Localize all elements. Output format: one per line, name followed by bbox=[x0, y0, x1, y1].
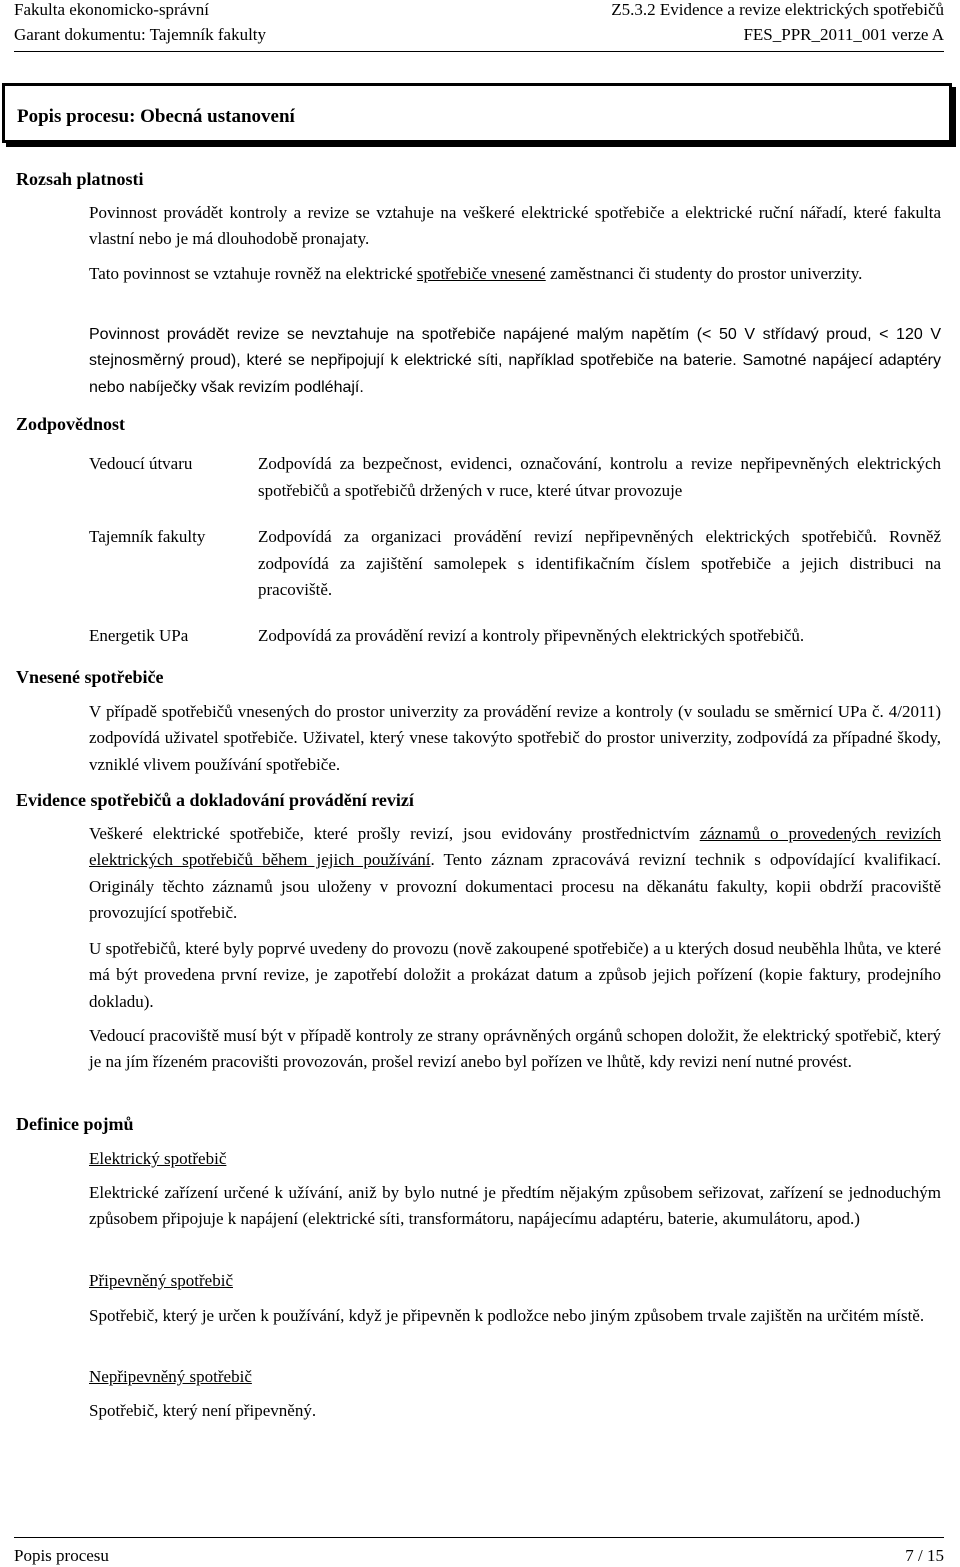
scope-paragraph-2-text-end: zaměstnanci či studenty do prostor univerzity. bbox=[545, 264, 863, 283]
section-heading-brought-in: Vnesené spotřebiče bbox=[16, 667, 164, 687]
term-unfixed-appliance: Nepřipevněný spotřebič bbox=[89, 1367, 252, 1386]
footer-section-label: Popis procesu bbox=[14, 1546, 109, 1565]
faculty-name: Fakulta ekonomicko-správní bbox=[14, 0, 209, 19]
evidence-paragraph-1-text-end: . Tento záznam zpracovává revizní technik s odpovídající kvalifikací. Originály těchto záznamů jsou uloženy v provozní dokumentaci procesu na děkanátu fakulty, kopii obdrží pracoviště provozující spotřebič. bbox=[89, 850, 941, 922]
header-divider bbox=[14, 51, 944, 52]
evidence-paragraph-1-text: Veškeré elektrické spotřebiče, které prošly revizí, jsou evidovány prostřednictvím bbox=[89, 824, 700, 843]
evidence-paragraph-2: U spotřebičů, které byly poprvé uvedeny do provozu (nově zakoupené spotřebiče) a u kterých dosud neuběhla lhůta, ve které má být provedena první revize, je zapotřebí doložit a prokázat datum a způsob jejich pořízení (kopie faktury, prodejního dokladu). bbox=[89, 939, 941, 1011]
definition-unfixed-appliance: Spotřebič, který není připevněný. bbox=[89, 1401, 317, 1420]
brought-in-paragraph: V případě spotřebičů vnesených do prostor univerzity za provádění revize a kontroly (v souladu se směrnicí UPa č. 4/2011) zodpovídá uživatel spotřebiče. Uživatel, který vnese takovýto spotřebič do prostor univerzity, zodpovídá za případné škody, vzniklé vlivem používání spotřebiče. bbox=[89, 702, 941, 774]
term-fixed-appliance: Připevněný spotřebič bbox=[89, 1271, 233, 1290]
definition-electric-appliance: Elektrické zařízení určené k užívání, aniž by bylo nutné je předtím nějakým způsobem seřizovat, zařízení se jednoduchým způsobem připojuje k napájení (elektrické síti, transformátoru, napájecímu adaptéru, baterie, akumulátoru, apod.) bbox=[89, 1183, 941, 1229]
definition-fixed-appliance: Spotřebič, který je určen k používání, když je připevněn k podložce nebo jiným způsobem trvale zajištěn na určitém místě. bbox=[89, 1306, 925, 1325]
title-box bbox=[2, 83, 952, 143]
footer-divider bbox=[14, 1537, 944, 1538]
document-guarantor: Garant dokumentu: Tajemník fakulty bbox=[14, 25, 267, 44]
header-row-1 bbox=[14, 0, 944, 20]
revision-records-link[interactable]: záznamů o provedených revizích elektrických spotřebičů během jejich používání bbox=[89, 824, 941, 870]
page-number: 7 / 15 bbox=[905, 1546, 944, 1565]
document-title: Z5.3.2 Evidence a revize elektrických spotřebičů bbox=[611, 0, 944, 19]
scope-paragraph-2-text: Tato povinnost se vztahuje rovněž na elektrické bbox=[89, 264, 417, 283]
scope-paragraph-2 bbox=[89, 261, 941, 287]
section-heading-definitions: Definice pojmů bbox=[16, 1114, 134, 1134]
term-electric-appliance: Elektrický spotřebič bbox=[89, 1149, 227, 1168]
section-heading-responsibility: Zodpovědnost bbox=[16, 414, 126, 434]
role-faculty-secretary: Tajemník fakulty bbox=[89, 527, 206, 546]
brought-in-appliances-link[interactable]: spotřebiče vnesené bbox=[416, 264, 546, 283]
evidence-paragraph-3: Vedoucí pracoviště musí být v případě kontroly ze strany oprávněných orgánů schopen doložit, že elektrický spotřebič, který je na jím řízeném pracovišti provozován, prošel revizí anebo byl pořízen ve lhůtě, kdy revizi není nutné provést. bbox=[89, 1026, 941, 1072]
scope-paragraph-1: Povinnost provádět kontroly a revize se vztahuje na veškeré elektrické spotřebiče a elektrické ruční nářadí, které fakulta vlastní nebo je má dlouhodobě pronajaty. bbox=[89, 203, 941, 249]
section-heading-scope: Rozsah platnosti bbox=[16, 169, 144, 189]
role-department-head-desc: Zodpovídá za bezpečnost, evidenci, označování, kontrolu a revize nepřipevněných elektrických spotřebičů a spotřebičů držených v ruce, které útvar provozuje bbox=[258, 454, 941, 500]
document-code: FES_PPR_2011_001 verze A bbox=[743, 25, 944, 44]
evidence-paragraph-1 bbox=[89, 821, 941, 926]
header-row-2 bbox=[14, 25, 944, 45]
role-department-head: Vedoucí útvaru bbox=[89, 454, 193, 473]
role-energy-manager-desc: Zodpovídá za provádění revizí a kontroly připevněných elektrických spotřebičů. bbox=[258, 626, 805, 645]
role-energy-manager: Energetik UPa bbox=[89, 626, 189, 645]
footer bbox=[14, 1546, 944, 1566]
page-title: Popis procesu: Obecná ustanovení bbox=[17, 106, 295, 127]
section-heading-evidence: Evidence spotřebičů a dokladování provádění revizí bbox=[16, 790, 414, 810]
role-faculty-secretary-desc: Zodpovídá za organizaci provádění revizí nepřipevněných elektrických spotřebičů. Rovněž zodpovídá za zajištění samolepek s identifikačním číslem spotřebiče a jejich distribuci na pracoviště. bbox=[258, 527, 941, 599]
scope-paragraph-3: Povinnost provádět revize se nevztahuje na spotřebiče napájené malým napětím (< 50 V střídavý proud, < 120 V stejnosměrný proud), které se nepřipojují k elektrické síti, například spotřebiče na baterie. Samotné napájecí adaptéry nebo nabíječky však revizím podléhají. bbox=[89, 326, 941, 396]
